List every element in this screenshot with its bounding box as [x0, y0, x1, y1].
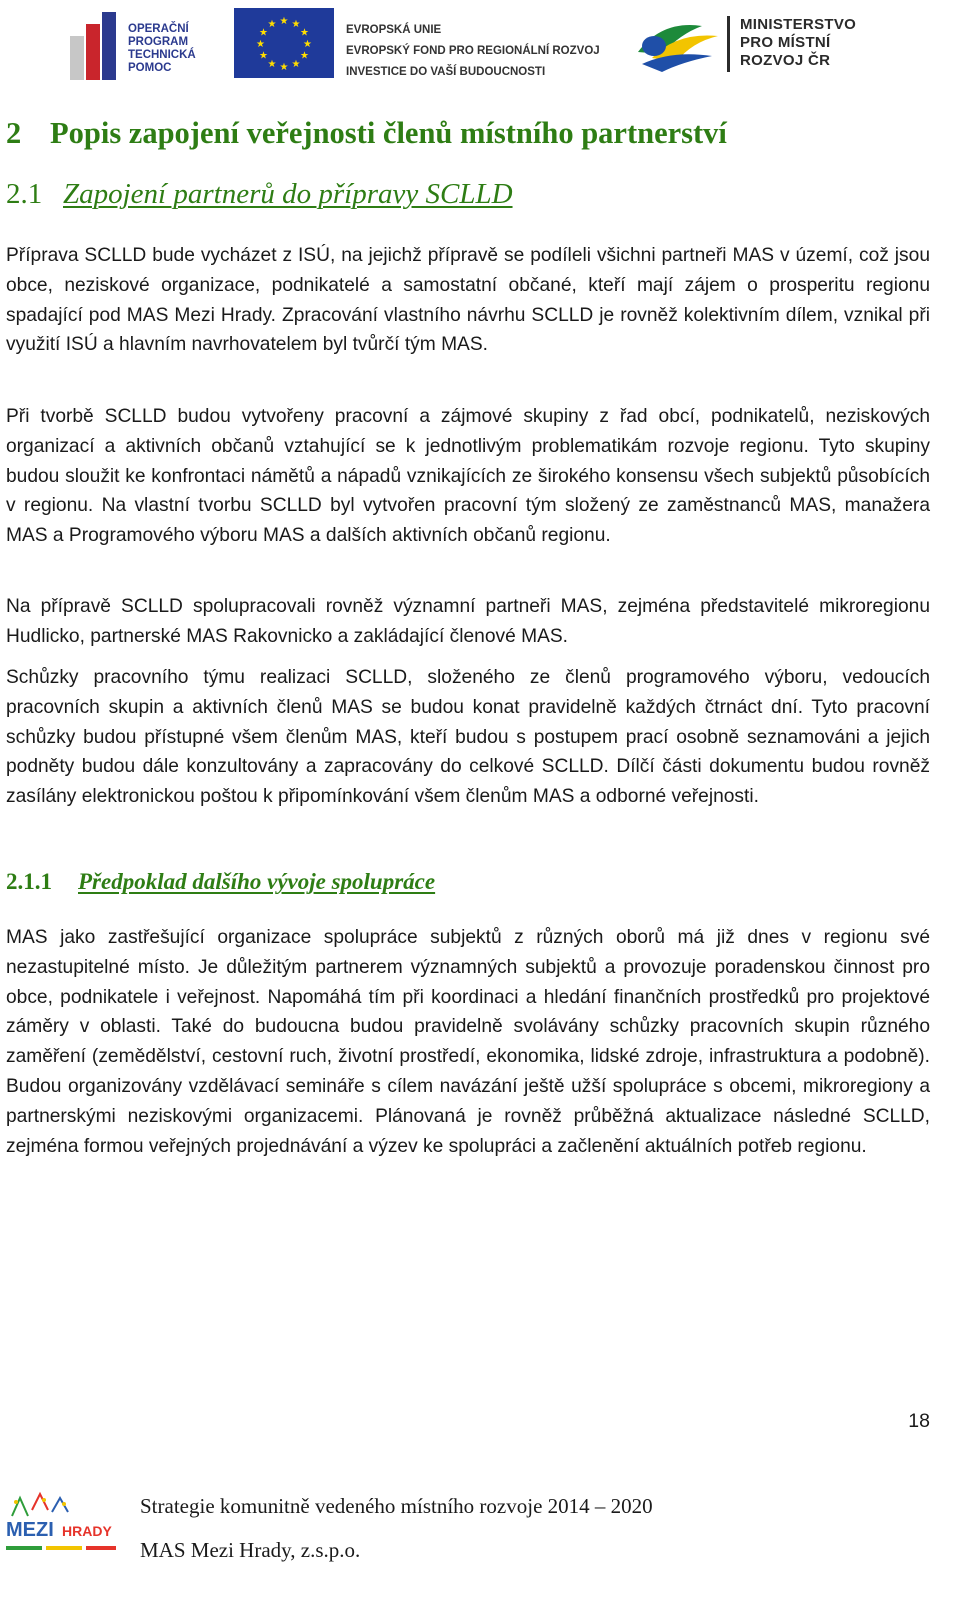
logo-op-line: OPERAČNÍ [128, 23, 189, 35]
subsection-number: 2.1.1 [6, 869, 52, 894]
header-logos [0, 0, 960, 90]
logo-op-line: TECHNICKÁ [128, 49, 196, 61]
mmr-emblem-icon [632, 12, 722, 76]
logo-eu-line: EVROPSKÝ FOND PRO REGIONÁLNÍ ROZVOJ [346, 45, 600, 57]
chapter-number: 2 [6, 116, 22, 150]
footer-organization: MAS Mezi Hrady, z.s.p.o. [140, 1538, 361, 1562]
body-paragraph: Příprava SCLLD bude vycházet z ISÚ, na jejichž přípravě se podíleli všichni partneři MAS v území, což jsou obce, neziskové organizace, podnikatelé a samostatní občané, kteří mají zájem o prosperitu regionu spadající pod MAS Mezi Hrady. Zpracování vlastního návrhu SCLLD je rovněž kolektivním dílem, vznikal při využití ISÚ a hlavním navrhovatelem byl tvůrčí tým MAS. [6, 245, 930, 356]
svg-text:★: ★ [267, 19, 277, 30]
logo-mmr-line: ROZVOJ ČR [740, 52, 831, 69]
logo-mmr-line: PRO MÍSTNÍ [740, 34, 831, 51]
logo-eu [234, 8, 614, 80]
svg-text:★: ★ [279, 16, 289, 27]
svg-text:★: ★ [279, 62, 289, 73]
chapter-title: Popis zapojení veřejnosti členů místního partnerství [50, 116, 727, 150]
svg-text:MEZI: MEZI [6, 1519, 54, 1541]
logo-separator [727, 16, 730, 72]
svg-text:HRADY: HRADY [62, 1523, 112, 1539]
page-number: 18 [908, 1410, 930, 1432]
body-paragraph: Na přípravě SCLLD spolupracovali rovněž významní partneři MAS, zejména představitelé mikroregionu Hudlicko, partnerské MAS Rakovnicko a zakládající členové MAS. [6, 596, 930, 647]
logo-eu-line: INVESTICE DO VAŠÍ BUDOUCNOSTI [346, 66, 546, 78]
logo-op-line: POMOC [128, 62, 172, 74]
svg-text:★: ★ [259, 27, 268, 39]
body-paragraph: Při tvorbě SCLLD budou vytvořeny pracovní a zájmové skupiny z řad obcí, podnikatelů, neziskových organizací a aktivních občanů vztahující se k jednotlivým problematikám rozvoje regionu. Tyto skupiny budou sloužit ke konfrontaci námětů a nápadů vznikajících ze širokého konsensu všech subjektů působících v regionu. Na vlastní tvorbu SCLLD byl vytvořen pracovní tým složený ze zaměstnanců MAS, manažera MAS a Programového výboru MAS a dalších aktivních občanů regionu. [6, 406, 930, 547]
logo-mmr-line: MINISTERSTVO [740, 16, 857, 33]
svg-text:★: ★ [291, 19, 301, 30]
chapter-heading [6, 116, 946, 151]
body-paragraph: MAS jako zastřešující organizace spolupráce subjektů z různých oborů má již dnes v regionu své nezastupitelné místo. Je důležitým partnerem významných subjektů a provozuje poradenskou činnost pro obce, podnikatele i veřejnost. Napomáhá tím při koordinaci a hledání finančních prostředků pro projektové záměry v oblasti. Také do budoucna budou pravidelně svolávány schůzky pracovních skupin různého zaměření (zemědělství, cestovní ruch, životní prostředí, ekonomika, lidské zdroje, infrastruktura a podobně). Budou organizovány vzdělávací semináře s cílem navázání ještě užší spolupráce s obcemi, mikroregiony a partnerskými neziskovými organizacemi. Plánovaná je rovněž průběžná aktualizace následné SCLLD, zejména formou veřejných projednávání a výzev ke spolupráci a začlenění aktuálních potřeb regionu. [6, 927, 930, 1157]
svg-text:★: ★ [291, 59, 301, 70]
svg-text:★: ★ [259, 50, 268, 62]
eu-flag-icon [234, 8, 334, 78]
mas-mezi-hrady-logo-icon [4, 1490, 124, 1570]
section-number: 2.1 [6, 178, 43, 210]
op-tp-logo-icon [70, 8, 122, 80]
svg-text:★: ★ [267, 59, 277, 70]
logo-eu-line: EVROPSKÁ UNIE [346, 24, 442, 36]
svg-text:★: ★ [300, 27, 309, 39]
section-title: Zapojení partnerů do přípravy SCLLD [63, 178, 513, 210]
logo-operacni-program [70, 8, 205, 80]
logo-mmr [632, 8, 932, 80]
svg-text:★: ★ [300, 50, 309, 62]
logo-op-line: PROGRAM [128, 36, 189, 48]
subsection-heading [6, 869, 946, 895]
svg-text:★: ★ [303, 39, 312, 50]
svg-text:★: ★ [256, 39, 265, 50]
subsection-title: Předpoklad dalšího vývoje spolupráce [78, 869, 436, 894]
body-paragraph: Schůzky pracovního týmu realizaci SCLLD, složeného ze členů programového výboru, vedoucích pracovních skupin a aktivních členů MAS se budou konat pravidelně každých čtrnáct dní. Tyto pracovní schůzky budou přístupné všem členům MAS, kteří budou s postupem prací osobně seznamováni a jejich podněty budou dále konzultovány a zapracovány do celkové SCLLD. Dílčí části dokumentu budou rovněž zasílány elektronickou poštou k připomínkování všem členům MAS a odborné veřejnosti. [6, 667, 930, 808]
section-heading [6, 178, 946, 211]
footer-document-title: Strategie komunitně vedeného místního rozvoje 2014 – 2020 [140, 1494, 653, 1518]
